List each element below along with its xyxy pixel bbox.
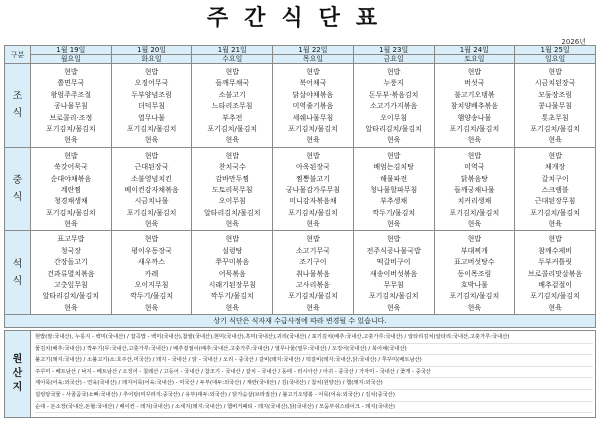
- dish-item: 햄양송나물: [457, 113, 492, 122]
- dish-item: 찬치국수: [218, 163, 246, 172]
- day-date: 1월 21일: [192, 46, 273, 55]
- dish-item: 느타리조무침: [211, 102, 253, 111]
- dish-item: 현밥: [467, 151, 482, 160]
- meal-label-char: 조: [12, 91, 23, 103]
- dish-item: 포기김치/물김치: [288, 208, 338, 217]
- notice-text: 상기 식단은 식자재 수급사정에 따라 변경될 수 있습니다.: [5, 315, 596, 328]
- dish-item: 현밥: [386, 151, 401, 160]
- dish-item: 시금치나물: [134, 197, 169, 206]
- dish-item: 현밥: [144, 151, 159, 160]
- dish-item: 들깨궁채나물: [454, 185, 495, 194]
- dish-item: 깍두기/물김치: [130, 292, 174, 301]
- meal-label-char: 중: [12, 175, 23, 187]
- dish-item: 참치양배추볶음: [450, 102, 499, 111]
- dish-item: 포기김치/물김치: [449, 124, 500, 133]
- meal-label: [5, 64, 31, 148]
- day-weekday: 금요일: [353, 55, 434, 64]
- dish-item: 떡갈비구이: [376, 258, 411, 267]
- dish-item: 현육: [225, 220, 240, 229]
- dish-item: 들깨무채국: [215, 79, 250, 88]
- dish-item: 브로콜리·조정: [49, 113, 93, 122]
- dish-item: 시금치된장국: [534, 79, 576, 88]
- meal-day-cell: [31, 231, 112, 315]
- dish-item: 현밥: [548, 151, 562, 160]
- day-date: 1월 20일: [111, 46, 192, 55]
- dish-item: 현밥: [64, 151, 78, 160]
- dish-item: 현육: [386, 220, 401, 229]
- dish-item: 설렁탕: [222, 246, 243, 255]
- dish-item: 시래기된장무침: [208, 281, 256, 290]
- dish-item: 전주식공나물국밥: [366, 246, 421, 255]
- origin-label: [5, 331, 31, 417]
- day-weekday: 화요일: [111, 55, 192, 64]
- dish-item: 오이지무침: [134, 281, 169, 290]
- meal-row: [5, 231, 596, 315]
- day-date: 1월 22일: [273, 46, 354, 55]
- dish-item: 포기김치/물김치: [368, 292, 419, 301]
- year-label: 2026년: [561, 38, 586, 46]
- meal-day-cell: [515, 231, 596, 315]
- meal-label-char: 식: [12, 108, 23, 120]
- dish-item: 청국장: [60, 246, 81, 255]
- dish-item: 포기김치/물김치: [288, 292, 338, 301]
- meal-label-char: 식: [12, 192, 23, 204]
- dish-item: 포기김치/물김치: [288, 124, 338, 133]
- dish-item: 오징어무국: [134, 79, 169, 88]
- meal-row: [5, 147, 596, 231]
- dish-item: 돈두부·볶음김치: [368, 90, 419, 99]
- dish-item: 현육: [64, 303, 78, 312]
- day-date: 1월 19일: [31, 46, 112, 55]
- dish-item: 현밥: [225, 235, 240, 244]
- dish-item: 치커리생채: [457, 197, 492, 206]
- dish-item: 현밥: [467, 235, 482, 244]
- weekday-row: [5, 55, 596, 64]
- dish-item: 현밥: [467, 68, 482, 76]
- day-weekday: 토요일: [434, 55, 515, 64]
- dish-item: 포기김치/물김치: [46, 124, 96, 133]
- dish-item: 부대찌개: [460, 246, 488, 255]
- meal-day-cell: [273, 231, 354, 315]
- dish-item: 현육: [386, 136, 401, 145]
- dish-item: 오이무침: [218, 197, 246, 206]
- origin-line: 설렁탕국물 - 사골곰국(소뼈:국내산) / 추어탕(미꾸라지:중국산) / 유부(대두:외국산) / 닭가슴살(브라질산) / 불고기오뎅볶 - 어묵(어육:외국산) / 김치(중국산): [35, 390, 593, 402]
- origin-label-char: 원: [12, 354, 23, 365]
- meal-day-cell: [353, 147, 434, 231]
- dish-item: 포기김치/물김치: [207, 124, 258, 133]
- dish-item: 누룽지: [383, 79, 404, 88]
- dish-item: 쫄면무국: [57, 79, 85, 88]
- origin-line: 불고기(돼지:국내산) / 소불고기(소:호주산,미국산) / 돼지 - 국내산 / 닭 - 국내산 / 오리 - 중국산 / 갈비(돼지:국내산) / 떡갈비(돼지:국내산,닭:국내산) / 쭈꾸미(베트남산): [35, 355, 593, 367]
- meal-day-cell: [273, 64, 354, 148]
- dish-item: 모둠장조림: [538, 90, 573, 99]
- origin-line: 현밥(쌀:국내산), 누룽지 - 백미(국내산) / 잡곡밥 - 백미(국내산),찹쌀(국내산),현미(국내산),흑미(국내산),귀리(국내산) / 포기김치(배추:국내산,고춧가루:국내산) / 알타리김치(알타리:국내산,고춧가루:국내산): [35, 332, 593, 344]
- meal-day-cell: [111, 147, 192, 231]
- origin-line: 주꾸미 - 베트남산 / 낙지 - 베트남산 / 오징어 - 칠레산 / 고등어 - 국내산 / 참조기 - 국내산 / 갈치 - 국내산 / 동태 - 러시아산 / 아귀 - 중국산 / 가자미 - 국내산 / 꽃게 - 중국산: [35, 367, 593, 379]
- dish-item: 청나물할파무침: [369, 185, 418, 194]
- corner-label: 구분: [5, 46, 31, 64]
- dish-item: 감바만두찜: [215, 174, 250, 183]
- dish-item: 소고기가지볶음: [369, 102, 418, 111]
- dish-item: 소불고기: [218, 90, 246, 99]
- day-date: 1월 25일: [515, 46, 596, 55]
- dish-item: 알타리김치/물김치: [365, 124, 422, 133]
- dish-item: 조기구이: [299, 258, 327, 267]
- origin-line: 재어묵(어육:외국산) - 연육(국내산) / 돼지어묵(어육:국내산) - 미국산 / 두부(대두:외국산) / 계란(국내산) / 김(국내산) / 참치(원양산) / 햄(돼지:외국산): [35, 378, 593, 390]
- dish-item: 현육: [467, 136, 482, 145]
- dish-item: 현밥: [548, 68, 562, 76]
- dish-item: 현육: [548, 136, 562, 145]
- dish-item: 두부양념조림: [131, 90, 172, 99]
- dish-item: 부추전: [222, 113, 243, 122]
- dish-item: 현육: [144, 220, 159, 229]
- meal-day-cell: [434, 231, 515, 315]
- dish-item: 카레: [144, 269, 159, 278]
- dish-item: 포기김치/물김치: [530, 124, 580, 133]
- dish-item: 순대야채볶음: [50, 174, 92, 183]
- dish-item: 고사리볶음: [296, 281, 330, 290]
- dish-item: 궁나물감가루무침: [285, 185, 341, 194]
- dish-item: 찜뽕불고기: [296, 174, 330, 183]
- meal-label-char: 석: [12, 258, 23, 270]
- dish-item: 포기김치/물김치: [46, 208, 96, 217]
- dish-item: 왕엄주주조절: [50, 90, 92, 99]
- dish-item: 포기김치/물김치: [530, 292, 580, 301]
- dish-item: 건과류멸치볶음: [47, 269, 95, 278]
- dish-item: 쑥갓어묵국: [53, 163, 88, 172]
- dish-item: 현육: [64, 136, 78, 145]
- dish-item: 포기김치/물김치: [449, 208, 500, 217]
- meal-row: [5, 64, 596, 148]
- dish-item: 포기김치/물김치: [449, 292, 500, 301]
- dish-item: 현밥: [225, 151, 240, 160]
- dish-item: 현육: [386, 303, 401, 312]
- dish-item: 채개장: [544, 163, 566, 172]
- dish-item: 아욱된장국: [296, 163, 330, 172]
- dish-item: 미역줄기볶음: [292, 102, 334, 111]
- dish-item: 미역국: [464, 163, 485, 172]
- dish-item: 두부커틀릿: [538, 258, 573, 267]
- dish-item: 현육: [467, 220, 482, 229]
- meal-day-cell: [273, 147, 354, 231]
- dish-item: 근대된장국: [134, 163, 169, 172]
- dish-item: 닭살야채볶음: [292, 90, 334, 99]
- dish-item: 무무침: [383, 281, 404, 290]
- dish-item: 깍두기/물김치: [372, 208, 416, 217]
- dish-item: 현육: [64, 220, 78, 229]
- meal-day-cell: [515, 147, 596, 231]
- dish-item: 현육: [548, 303, 562, 312]
- meal-label: [5, 147, 31, 231]
- dish-item: 공나물무침: [53, 102, 88, 111]
- day-date: 1월 24일: [434, 46, 515, 55]
- dish-item: 세쉐나물무침: [292, 113, 334, 122]
- dish-item: 알타리김치/물김치: [42, 292, 100, 301]
- dish-item: 베이컨감자채볶음: [124, 185, 179, 194]
- dish-item: 현육: [467, 303, 482, 312]
- dish-item: 취나물볶음: [296, 269, 330, 278]
- dish-item: 미니감자볶음채: [289, 197, 337, 206]
- meal-day-cell: [111, 64, 192, 148]
- meal-day-cell: [434, 147, 515, 231]
- meal-day-cell: [515, 64, 596, 148]
- meal-day-cell: [192, 231, 273, 315]
- dish-item: 부추생채: [380, 197, 408, 206]
- dish-item: 현밥: [386, 68, 401, 76]
- dish-item: 현육: [225, 136, 240, 145]
- dish-item: 북어채국: [299, 79, 327, 88]
- dish-item: 현밥: [144, 235, 159, 244]
- dish-item: 닭볶음탕: [460, 174, 488, 183]
- dish-item: 현육: [306, 220, 320, 229]
- dish-item: 간장돌고기: [53, 258, 88, 267]
- meal-day-cell: [434, 64, 515, 148]
- origin-label-char: 지: [12, 382, 23, 393]
- dish-item: 배엄는김치탕: [373, 163, 414, 172]
- origin-line: 물김치(배추:국내산) / 깍두기(무:국내산,고춧가루:국내산) / 배추겉절이(배추:국내산,고춧가루:국내산) / 열무나물(열무:국내산) / 오징어(국내산) / 북어채(국내산): [35, 344, 593, 356]
- day-weekday: 수요일: [192, 55, 273, 64]
- dish-item: 콩나물무침: [538, 102, 573, 111]
- dish-item: 어묵볶음: [218, 269, 246, 278]
- date-row: [5, 46, 596, 55]
- dish-item: 새우까스: [138, 258, 166, 267]
- dish-item: 톳초무침: [541, 113, 569, 122]
- meal-label-char: 식: [12, 275, 23, 287]
- dish-item: 현밥: [548, 235, 562, 244]
- dish-item: 현육: [306, 303, 320, 312]
- dish-item: 소불영념치킨: [131, 174, 172, 183]
- meal-day-cell: [31, 147, 112, 231]
- dish-item: 평이우동장국: [131, 246, 172, 255]
- dish-item: 현밥: [64, 68, 78, 76]
- meal-day-cell: [353, 231, 434, 315]
- dish-item: 도토리묵무침: [211, 185, 253, 194]
- dish-item: 현육: [144, 136, 159, 145]
- dish-item: 참깨수제비: [538, 246, 573, 255]
- meal-day-cell: [192, 147, 273, 231]
- origin-line: 순대 - 돈소장(국내산,돈혈:국내산) / 베이컨 - 돼지(국내산) / 소세지(돼지:국내산) / 햄버거패티 - 돼지(국내산),닭(국내산) / 모둠부쉬스테이크 - 돼지(국내산): [35, 402, 593, 414]
- notice-row: [5, 315, 596, 328]
- dish-item: 열무나물: [138, 113, 166, 122]
- dish-item: 근대된장무침: [534, 197, 576, 206]
- dish-item: 청경채생채: [53, 197, 88, 206]
- dish-item: 현밥: [306, 151, 320, 160]
- meal-day-cell: [192, 64, 273, 148]
- dish-item: 현육: [144, 303, 159, 312]
- origin-label-char: 산: [12, 368, 23, 379]
- dish-item: 현밥: [306, 235, 320, 244]
- dish-item: 표고무밥: [57, 235, 85, 244]
- dish-item: 새송이버섯볶음: [369, 269, 418, 278]
- dish-item: 현육: [306, 136, 320, 145]
- day-weekday: 일요일: [515, 55, 596, 64]
- dish-item: 현밥: [386, 235, 401, 244]
- dish-item: 현육: [225, 303, 240, 312]
- dish-item: 브로콜리맛살볶음: [528, 269, 583, 278]
- dish-item: 불고기오뎅볶: [454, 90, 495, 99]
- meal-label: [5, 231, 31, 315]
- dish-item: 표고버섯탕수: [454, 258, 495, 267]
- dish-item: 배추겉절이: [538, 281, 573, 290]
- day-weekday: 월요일: [31, 55, 112, 64]
- day-date: 1월 23일: [353, 46, 434, 55]
- dish-item: 현밥: [306, 68, 320, 76]
- menu-body: [5, 64, 596, 315]
- dish-item: 더덕무침: [138, 102, 166, 111]
- origin-lines: [35, 332, 593, 413]
- dish-item: 현밥: [144, 68, 159, 76]
- dish-item: 쭈꾸미볶음: [215, 258, 250, 267]
- dish-item: 갈치구이: [541, 174, 569, 183]
- dish-item: 현육: [548, 220, 562, 229]
- dish-item: 포기김치/물김치: [126, 124, 177, 133]
- dish-item: 해물파전: [380, 174, 408, 183]
- dish-item: 버섯국: [464, 79, 485, 88]
- day-weekday: 목요일: [273, 55, 354, 64]
- dish-item: 오이무침: [380, 113, 408, 122]
- dish-item: 알타리김치/물김치: [204, 208, 261, 217]
- dish-item: 계란찜: [60, 185, 81, 194]
- dish-item: 포기김치/물김치: [126, 208, 177, 217]
- meal-day-cell: [353, 64, 434, 148]
- dish-item: 깍두기/물김치: [210, 292, 254, 301]
- dish-item: 스크램블: [541, 185, 569, 194]
- dish-item: 고춧잎무침: [53, 281, 88, 290]
- dish-item: 현밥: [225, 68, 240, 76]
- dish-item: 동이목조림: [457, 269, 492, 278]
- dish-item: 소고기무국: [296, 246, 330, 255]
- dish-item: 호박나물: [460, 281, 488, 290]
- page-title: 주간식단표: [206, 6, 394, 31]
- origin-section: [4, 330, 596, 418]
- meal-day-cell: [31, 64, 112, 148]
- menu-table: [4, 45, 596, 328]
- meal-day-cell: [111, 231, 192, 315]
- dish-item: 포기김치/물김치: [530, 208, 580, 217]
